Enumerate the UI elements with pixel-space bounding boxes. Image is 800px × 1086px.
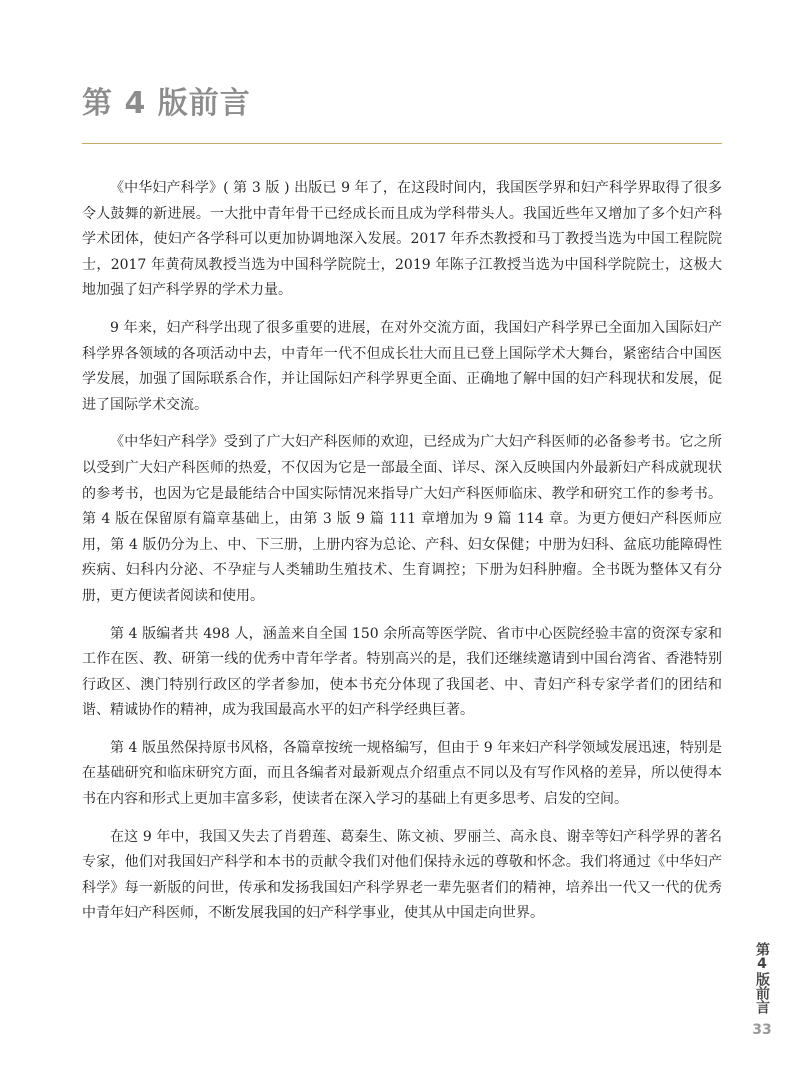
title-divider [82,143,722,144]
side-label-text: 第4版前言 [754,942,770,1014]
paragraph: 《中华妇产科学》( 第 3 版 ) 出版已 9 年了，在这段时间内，我国医学界和妇产科学界取得了很多令人鼓舞的新进展。一大批中青年骨干已经成长而且成为学科带头人。我国近些年又增加了多个妇产科学术团体，使妇产各学科可以更加协调地深入发展。2017 年乔杰教授和马丁教授当选为中国工程院院士，2017 年黄荷凤教授当选为中国科学院院士，2019 年陈子江教授当选为中国科学院院士，这极大地加强了妇产科学界的学术力量。 [82,180,722,299]
body-text [82,176,722,939]
paragraph: 9 年来，妇产科学出现了很多重要的进展，在对外交流方面，我国妇产科学界已全面加入国际妇产科学界各领域的各项活动中去，中青年一代不但成长壮大而且已登上国际学术大舞台，紧密结合中国医学发展，加强了国际联系合作，并让国际妇产科学界更全面、正确地了解中国的妇产科现状和发展，促进了国际学术交流。 [82,319,722,413]
paragraph: 在这 9 年中，我国又失去了肖碧莲、葛秦生、陈文祯、罗丽兰、高永良、谢幸等妇产科学界的著名专家，他们对我国妇产科学和本书的贡献令我们对他们保持永远的尊敬和怀念。我们将通过《中华妇产科学》每一新版的问世，传承和发扬我国妇产科学界老一辈先驱者们的精神，培养出一代又一代的优秀中青年妇产科医师，不断发展我国的妇产科学事业，使其从中国走向世界。 [82,828,722,922]
side-section-label [750,942,774,1014]
paragraph: 第 4 版编者共 498 人，涵盖来自全国 150 余所高等医学院、省市中心医院经验丰富的资深专家和工作在医、教、研第一线的优秀中青年学者。特别高兴的是，我们还继续邀请到中国台湾省、香港特别行政区、澳门特别行政区的学者参加，使本书充分体现了我国老、中、青妇产科专家学者们的团结和谐、精诚协作的精神，成为我国最高水平的妇产科学经典巨著。 [82,625,722,719]
page-number: 33 [752,1022,772,1038]
paragraph: 第 4 版虽然保持原书风格，各篇章按统一规格编写，但由于 9 年来妇产科学领域发展迅速，特别是在基础研究和临床研究方面，而且各编者对最新观点介绍重点不同以及有写作风格的差异，所以使得本书在内容和形式上更加丰富多彩，使读者在深入学习的基础上有更多思考、启发的空间。 [82,739,722,808]
page-title: 第 4 版前言 [82,86,251,121]
paragraph: 《中华妇产科学》受到了广大妇产科医师的欢迎，已经成为广大妇产科医师的必备参考书。它之所以受到广大妇产科医师的热爱，不仅因为它是一部最全面、详尽、深入反映国内外最新妇产科成就现状的参考书，也因为它是最能结合中国实际情况来指导广大妇产科医师临床、教学和研究工作的参考书。第 4 版在保留原有篇章基础上，由第 3 版 9 篇 111 章增加为 9 篇 114 章。为更方便妇产科医师应用，第 4 版仍分为上、中、下三册，上册内容为总论、产科、妇女保健；中册为妇科、盆底功能障碍性疾病、妇科内分泌、不孕症与人类辅助生殖技术、生育调控；下册为妇科肿瘤。全书既为整体又有分册，更方便读者阅读和使用。 [82,434,722,604]
